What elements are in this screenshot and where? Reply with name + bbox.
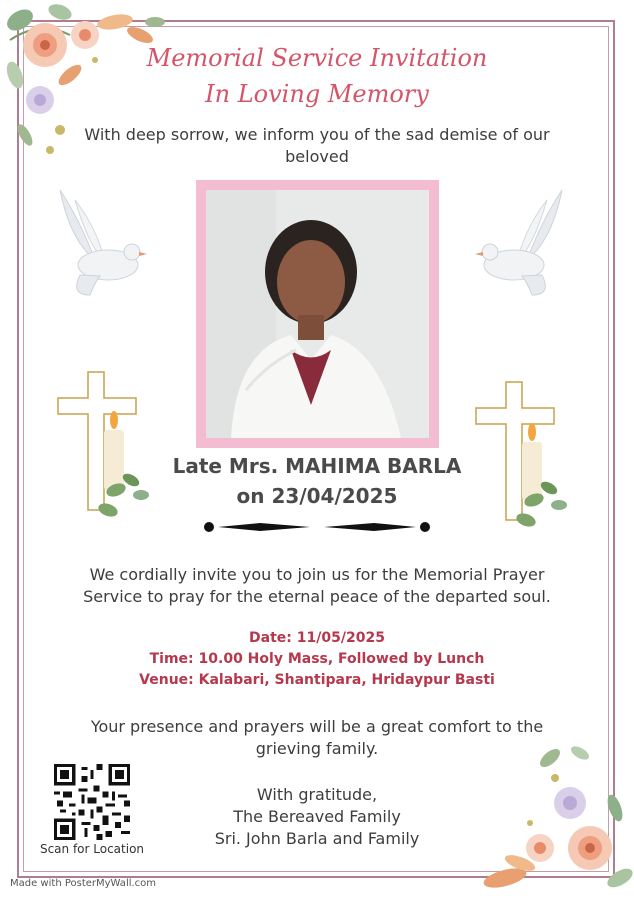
portrait-photo: [206, 190, 429, 438]
invitation-text: We cordially invite you to join us for the Memorial Prayer Service to pray for the eternal peace of the departed soul.: [83, 565, 551, 606]
closing-line-1: With gratitude,: [256, 785, 378, 804]
dove-icon: [472, 180, 572, 310]
page-subtitle: In Loving Memory: [205, 80, 429, 108]
closing-line-3: Sri. John Barla and Family: [214, 829, 420, 848]
service-time: Time: 10.00 Holy Mass, Followed by Lunch: [149, 651, 485, 667]
qr-label: Scan for Location: [39, 842, 145, 856]
service-venue: Venue: Kalabari, Shantipara, Hridaypur Basti: [139, 672, 495, 688]
qr-code-icon[interactable]: [54, 764, 130, 840]
date-of-passing: on 23/04/2025: [236, 484, 398, 508]
page-title: Memorial Service Invitation: [146, 44, 488, 72]
presence-text: Your presence and prayers will be a great comfort to the grieving family.: [90, 717, 544, 758]
intro-text: With deep sorrow, we inform you of the sad demise of our beloved: [84, 125, 550, 166]
closing-line-2: The Bereaved Family: [233, 807, 401, 826]
portrait-frame: [196, 180, 439, 448]
credit-text[interactable]: Made with PosterMyWall.com: [10, 878, 157, 889]
deceased-name: Late Mrs. MAHIMA BARLA: [172, 454, 462, 478]
dove-icon: [50, 180, 150, 310]
divider-ornament: [200, 518, 434, 536]
service-date: Date: 11/05/2025: [249, 630, 385, 646]
